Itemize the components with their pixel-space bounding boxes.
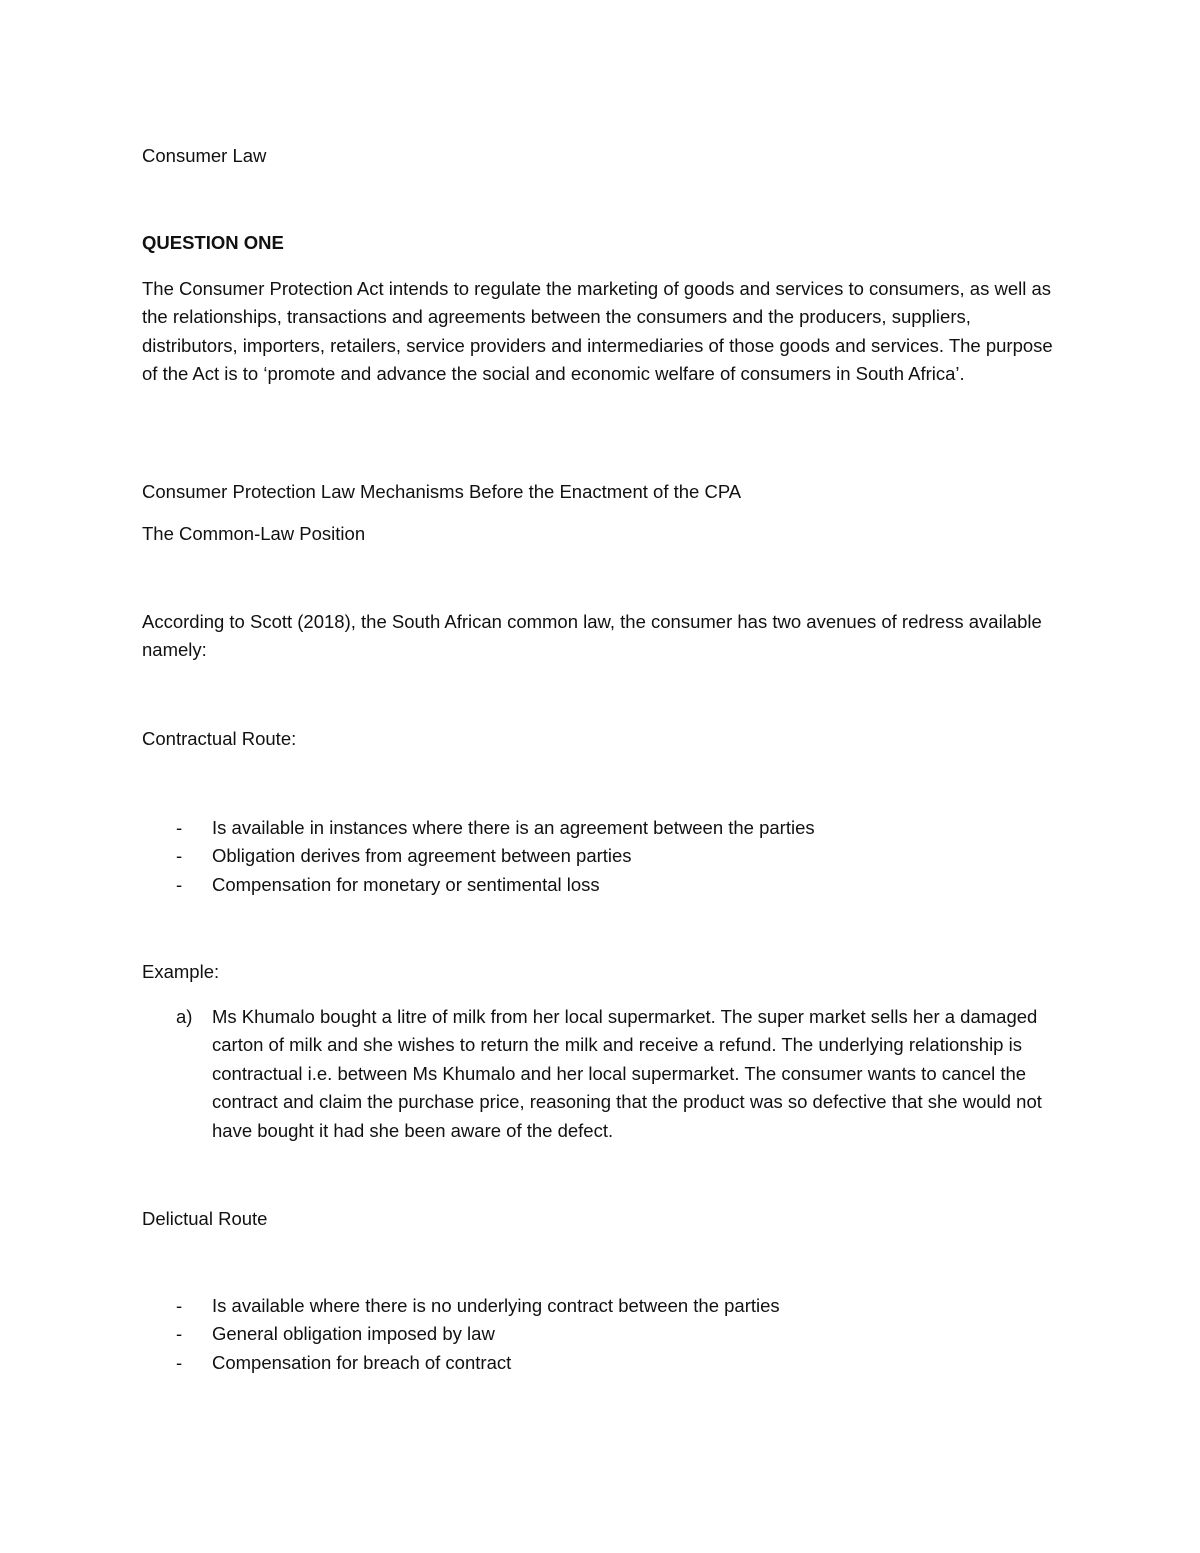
bullet-dash: - [176, 1323, 183, 1345]
common-law-heading: The Common-Law Position [142, 523, 366, 544]
list-item [142, 842, 815, 870]
list-item-text: Is available in instances where there is an agreement between the parties [212, 817, 815, 838]
delictual-route-list [142, 1292, 780, 1377]
contractual-route-list [142, 814, 815, 899]
list-item [142, 1320, 780, 1348]
list-item-text: Compensation for breach of contract [212, 1351, 512, 1373]
list-item [142, 1349, 780, 1377]
question-heading: QUESTION ONE [142, 232, 284, 253]
document-title: Consumer Law [142, 145, 267, 166]
list-item [142, 1292, 780, 1320]
list-item-text: Is available where there is no underlying contract between the parties [212, 1295, 780, 1316]
example-marker: a) [176, 1006, 193, 1027]
example-heading: Example: [142, 961, 220, 982]
bullet-dash: - [176, 1351, 183, 1373]
bullet-dash: - [176, 873, 183, 895]
intro-paragraph: The Consumer Protection Act intends to regulate the marketing of goods and services to consumers, as well as the relationships, transactions and agreements between the consumers and the producers, suppliers, distributors, importers, retailers, service providers and intermediaries of those goods and services. The purpose of the Act is to ‘promote and advance the social and economic welfare of consumers in South Africa’. [142, 278, 1053, 385]
bullet-dash: - [176, 1295, 183, 1316]
example-list-item [142, 1003, 1062, 1145]
list-item [142, 871, 815, 899]
list-item-text: General obligation imposed by law [212, 1323, 495, 1345]
list-item-text: Compensation for monetary or sentimental loss [212, 873, 600, 895]
bullet-dash: - [176, 845, 183, 867]
list-item-text: Obligation derives from agreement between parties [212, 845, 632, 867]
contractual-route-heading: Contractual Route: [142, 728, 297, 749]
list-item [142, 814, 815, 842]
bullet-dash: - [176, 817, 183, 838]
mechanisms-heading: Consumer Protection Law Mechanisms Before the Enactment of the CPA [142, 481, 742, 502]
delictual-route-heading: Delictual Route [142, 1208, 268, 1229]
example-text: Ms Khumalo bought a litre of milk from her local supermarket. The super market sells her a damaged carton of milk and she wishes to return the milk and receive a refund. The underlying relationship is contractual i.e. between Ms Khumalo and her local supermarket. The consumer wants to cancel the contract and claim the purchase price, reasoning that the product was so defective that she would not have bought it had she been aware of the defect. [212, 1006, 1042, 1141]
scott-paragraph: According to Scott (2018), the South African common law, the consumer has two avenues of redress available namely: [142, 611, 1042, 661]
